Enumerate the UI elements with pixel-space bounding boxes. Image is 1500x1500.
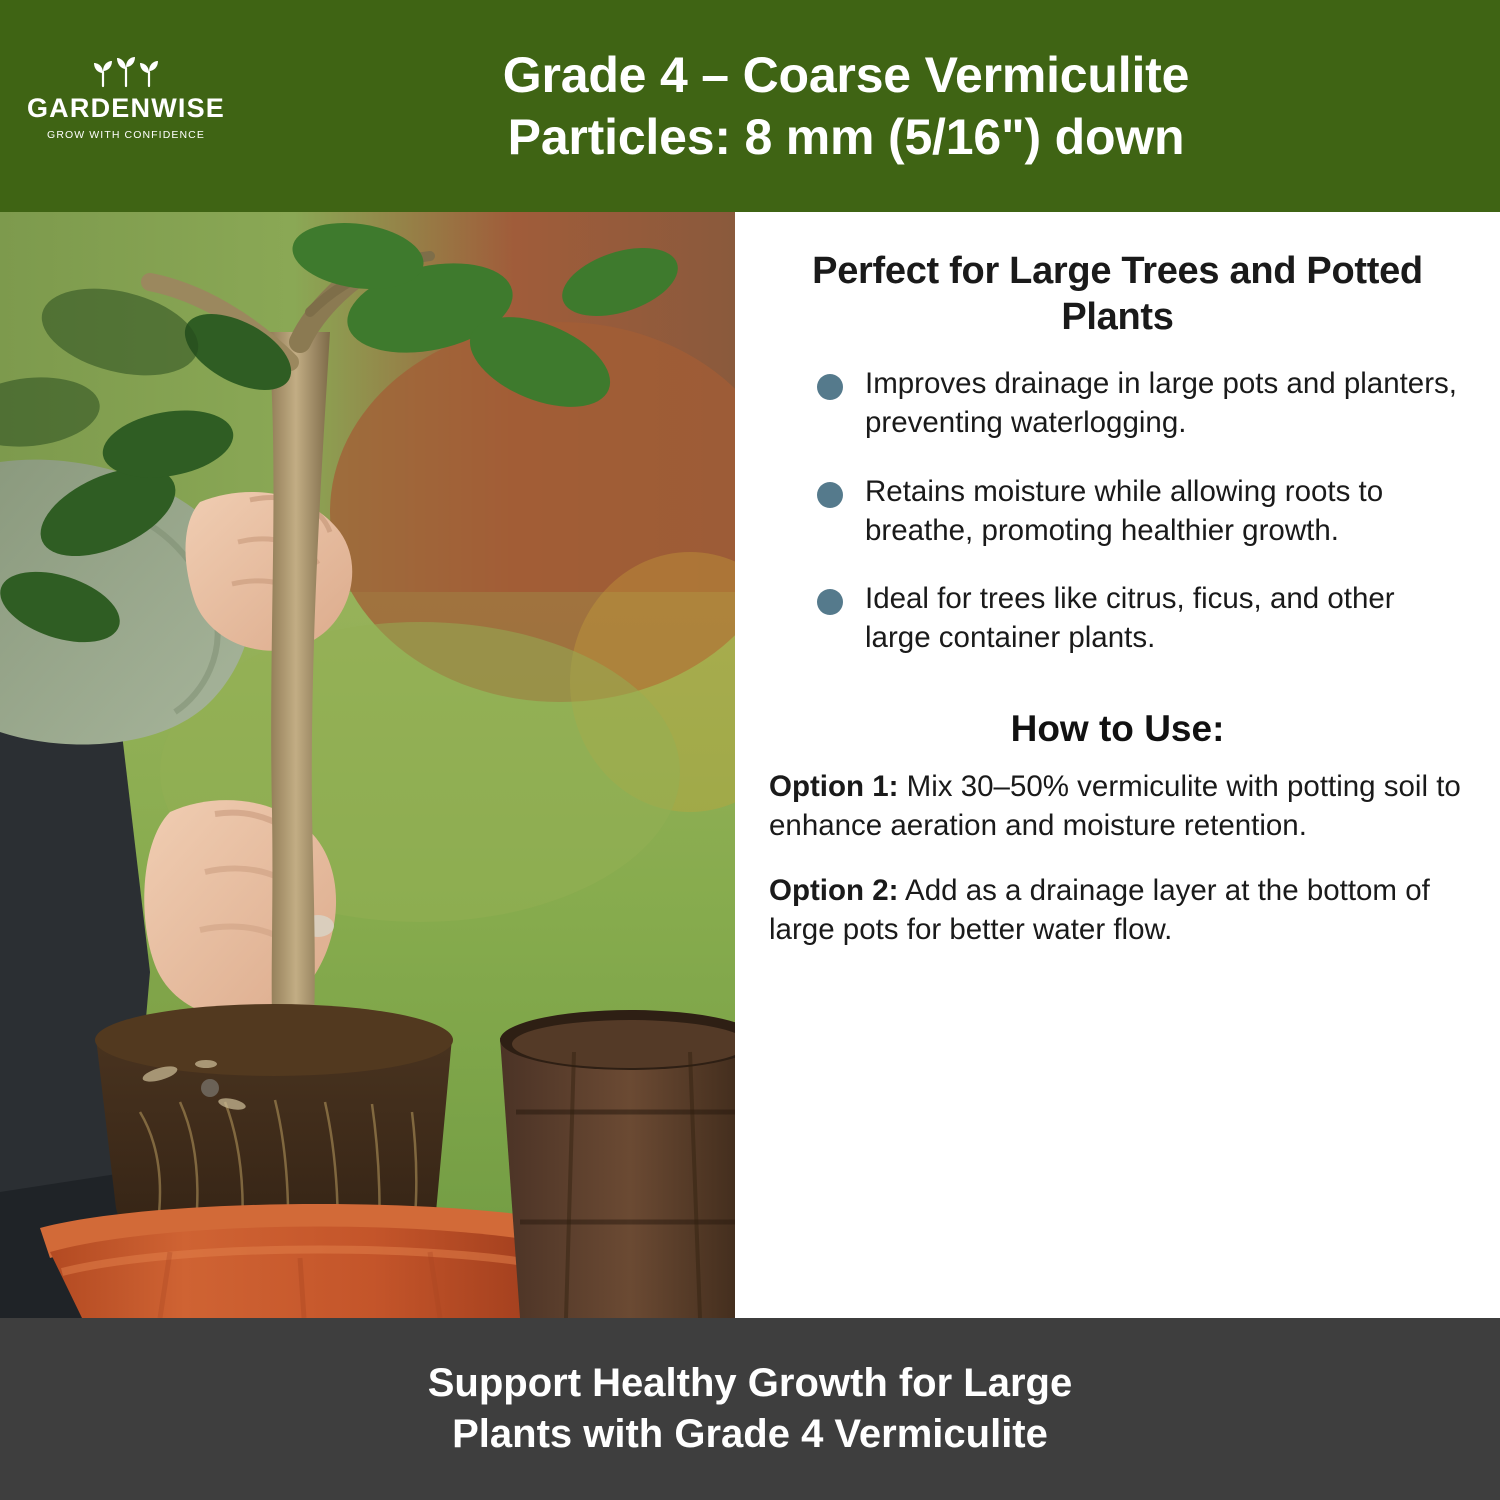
list-item (769, 473, 1466, 551)
header-banner (0, 0, 1500, 212)
footer-text (428, 1358, 1072, 1460)
usage-option-2-label: Option 2: (769, 874, 899, 908)
seedling-sprout-icon (91, 54, 161, 93)
bullet-dot-icon (817, 589, 843, 615)
list-item (769, 365, 1466, 443)
usage-option-1 (769, 768, 1466, 846)
header-title (242, 44, 1480, 168)
content-heading: Perfect for Large Trees and Potted Plants (812, 250, 1423, 339)
bullet-dot-icon (817, 482, 843, 508)
product-in-use-photo (0, 212, 735, 1318)
brand-logo (10, 54, 242, 159)
benefit-text: Ideal for trees like citrus, ficus, and other large container plants. (865, 582, 1395, 655)
bullet-dot-icon (817, 374, 843, 400)
usage-option-1-label: Option 1: (769, 770, 899, 804)
benefits-list (769, 365, 1466, 689)
brand-tagline: GROW WITH CONFIDENCE (47, 128, 205, 141)
body-section (0, 212, 1500, 1318)
header-title-line-1: Grade 4 – Coarse Vermiculite (502, 47, 1190, 103)
benefit-text: Improves drainage in large pots and planters, preventing waterlogging. (865, 366, 1457, 439)
usage-option-1-text: Mix 30–50% vermiculite with potting soil to enhance aeration and moisture retention. (769, 770, 1461, 843)
content-panel (735, 212, 1500, 1318)
benefit-text: Retains moisture while allowing roots to breathe, promoting healthier growth. (865, 474, 1384, 547)
header-title-line-2: Particles: 8 mm (5/16") down (507, 109, 1185, 165)
list-item (769, 580, 1466, 658)
footer-line-1: Support Healthy Growth for Large (427, 1360, 1073, 1405)
usage-option-2 (769, 872, 1466, 950)
brand-name: GARDENWISE (26, 92, 225, 123)
footer-banner (0, 1318, 1500, 1500)
usage-option-2-text: Add as a drainage layer at the bottom of large pots for better water flow. (769, 874, 1430, 947)
how-to-use-title: How to Use: (1010, 708, 1225, 750)
footer-line-2: Plants with Grade 4 Vermiculite (452, 1412, 1048, 1456)
